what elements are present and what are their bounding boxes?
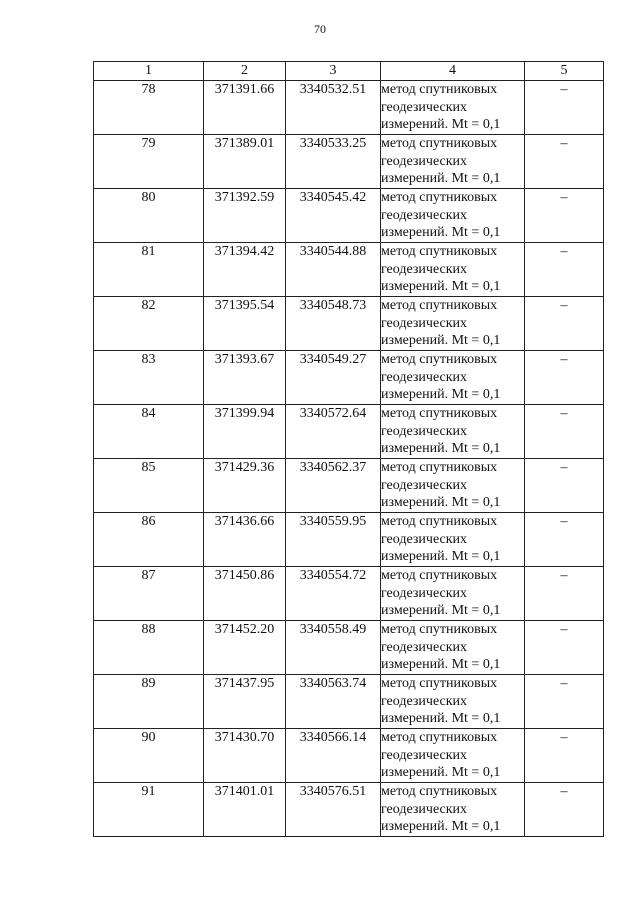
- method-line: измерений. Mt = 0,1: [381, 603, 501, 618]
- note-cell: –: [525, 135, 604, 189]
- point-number-cell: 80: [94, 189, 204, 243]
- page-number: 70: [314, 22, 326, 36]
- y-coordinate-cell: 3340532.51: [286, 81, 381, 135]
- table-header-row: [94, 62, 604, 81]
- method-line: геодезических: [381, 639, 468, 655]
- table-row: [94, 621, 604, 675]
- method-cell: [381, 513, 525, 567]
- column-header-3: 3: [286, 62, 381, 81]
- x-coordinate-cell: 371452.20: [204, 621, 286, 675]
- method-cell: [381, 189, 525, 243]
- method-line: измерений. Mt = 0,1: [381, 117, 501, 132]
- x-coordinate-cell: 371429.36: [204, 459, 286, 513]
- y-coordinate-cell: 3340545.42: [286, 189, 381, 243]
- method-line: геодезических: [381, 693, 468, 709]
- method-line: метод спутниковых: [381, 136, 498, 151]
- method-line: измерений. Mt = 0,1: [381, 441, 501, 456]
- table-body: [94, 81, 604, 837]
- point-number-cell: 84: [94, 405, 204, 459]
- method-line: измерений. Mt = 0,1: [381, 657, 501, 672]
- method-cell: [381, 81, 525, 135]
- point-number-cell: 88: [94, 621, 204, 675]
- method-line: геодезических: [381, 801, 468, 817]
- method-cell: [381, 567, 525, 621]
- method-line: метод спутниковых: [381, 298, 498, 313]
- y-coordinate-cell: 3340533.25: [286, 135, 381, 189]
- x-coordinate-cell: 371430.70: [204, 729, 286, 783]
- table-row: [94, 189, 604, 243]
- point-number-cell: 86: [94, 513, 204, 567]
- y-coordinate-cell: 3340566.14: [286, 729, 381, 783]
- point-number-cell: 85: [94, 459, 204, 513]
- method-cell: [381, 297, 525, 351]
- x-coordinate-cell: 371450.86: [204, 567, 286, 621]
- method-cell: [381, 135, 525, 189]
- method-cell: [381, 729, 525, 783]
- method-line: измерений. Mt = 0,1: [381, 225, 501, 240]
- table-row: [94, 243, 604, 297]
- note-cell: –: [525, 189, 604, 243]
- column-header-1: 1: [94, 62, 204, 81]
- point-number-cell: 87: [94, 567, 204, 621]
- method-line: геодезических: [381, 585, 468, 601]
- method-line: измерений. Mt = 0,1: [381, 387, 501, 402]
- table-row: [94, 459, 604, 513]
- point-number-cell: 81: [94, 243, 204, 297]
- method-line: метод спутниковых: [381, 82, 498, 97]
- note-cell: –: [525, 567, 604, 621]
- method-line: метод спутниковых: [381, 514, 498, 529]
- note-cell: –: [525, 351, 604, 405]
- method-line: геодезических: [381, 477, 468, 493]
- note-cell: –: [525, 297, 604, 351]
- method-line: измерений. Mt = 0,1: [381, 765, 501, 780]
- note-cell: –: [525, 675, 604, 729]
- table-row: [94, 729, 604, 783]
- x-coordinate-cell: 371389.01: [204, 135, 286, 189]
- x-coordinate-cell: 371437.95: [204, 675, 286, 729]
- table-row: [94, 405, 604, 459]
- method-cell: [381, 351, 525, 405]
- table-row: [94, 567, 604, 621]
- column-header-5: 5: [525, 62, 604, 81]
- method-line: измерений. Mt = 0,1: [381, 549, 501, 564]
- y-coordinate-cell: 3340554.72: [286, 567, 381, 621]
- note-cell: –: [525, 729, 604, 783]
- y-coordinate-cell: 3340548.73: [286, 297, 381, 351]
- note-cell: –: [525, 783, 604, 837]
- method-line: измерений. Mt = 0,1: [381, 333, 501, 348]
- method-cell: [381, 621, 525, 675]
- method-line: геодезических: [381, 747, 468, 763]
- point-number-cell: 83: [94, 351, 204, 405]
- table-row: [94, 783, 604, 837]
- method-line: метод спутниковых: [381, 784, 498, 799]
- method-line: измерений. Mt = 0,1: [381, 171, 501, 186]
- method-line: геодезических: [381, 531, 468, 547]
- x-coordinate-cell: 371394.42: [204, 243, 286, 297]
- table-row: [94, 675, 604, 729]
- y-coordinate-cell: 3340559.95: [286, 513, 381, 567]
- table-row: [94, 81, 604, 135]
- method-line: геодезических: [381, 261, 468, 277]
- method-line: измерений. Mt = 0,1: [381, 495, 501, 510]
- x-coordinate-cell: 371399.94: [204, 405, 286, 459]
- x-coordinate-cell: 371395.54: [204, 297, 286, 351]
- method-line: геодезических: [381, 153, 468, 169]
- y-coordinate-cell: 3340544.88: [286, 243, 381, 297]
- method-line: геодезических: [381, 207, 468, 223]
- point-number-cell: 91: [94, 783, 204, 837]
- y-coordinate-cell: 3340563.74: [286, 675, 381, 729]
- method-line: метод спутниковых: [381, 406, 498, 421]
- method-line: метод спутниковых: [381, 568, 498, 583]
- method-line: метод спутниковых: [381, 676, 498, 691]
- column-header-2: 2: [204, 62, 286, 81]
- x-coordinate-cell: 371391.66: [204, 81, 286, 135]
- method-line: метод спутниковых: [381, 622, 498, 637]
- method-line: метод спутниковых: [381, 730, 498, 745]
- coordinates-table: [93, 61, 604, 837]
- table-row: [94, 351, 604, 405]
- point-number-cell: 82: [94, 297, 204, 351]
- column-header-4: 4: [381, 62, 525, 81]
- method-line: метод спутниковых: [381, 352, 498, 367]
- method-line: измерений. Mt = 0,1: [381, 819, 501, 834]
- method-line: метод спутниковых: [381, 190, 498, 205]
- method-line: геодезических: [381, 99, 468, 115]
- table-row: [94, 297, 604, 351]
- method-cell: [381, 243, 525, 297]
- method-line: геодезических: [381, 315, 468, 331]
- x-coordinate-cell: 371401.01: [204, 783, 286, 837]
- x-coordinate-cell: 371436.66: [204, 513, 286, 567]
- table-row: [94, 135, 604, 189]
- method-line: геодезических: [381, 423, 468, 439]
- method-cell: [381, 783, 525, 837]
- y-coordinate-cell: 3340558.49: [286, 621, 381, 675]
- method-line: измерений. Mt = 0,1: [381, 711, 501, 726]
- y-coordinate-cell: 3340572.64: [286, 405, 381, 459]
- note-cell: –: [525, 243, 604, 297]
- method-line: метод спутниковых: [381, 460, 498, 475]
- method-cell: [381, 405, 525, 459]
- method-line: метод спутниковых: [381, 244, 498, 259]
- method-cell: [381, 459, 525, 513]
- y-coordinate-cell: 3340562.37: [286, 459, 381, 513]
- method-line: измерений. Mt = 0,1: [381, 279, 501, 294]
- note-cell: –: [525, 513, 604, 567]
- note-cell: –: [525, 81, 604, 135]
- x-coordinate-cell: 371393.67: [204, 351, 286, 405]
- point-number-cell: 79: [94, 135, 204, 189]
- point-number-cell: 78: [94, 81, 204, 135]
- method-cell: [381, 675, 525, 729]
- x-coordinate-cell: 371392.59: [204, 189, 286, 243]
- table-row: [94, 513, 604, 567]
- y-coordinate-cell: 3340576.51: [286, 783, 381, 837]
- point-number-cell: 89: [94, 675, 204, 729]
- note-cell: –: [525, 405, 604, 459]
- point-number-cell: 90: [94, 729, 204, 783]
- note-cell: –: [525, 459, 604, 513]
- note-cell: –: [525, 621, 604, 675]
- method-line: геодезических: [381, 369, 468, 385]
- y-coordinate-cell: 3340549.27: [286, 351, 381, 405]
